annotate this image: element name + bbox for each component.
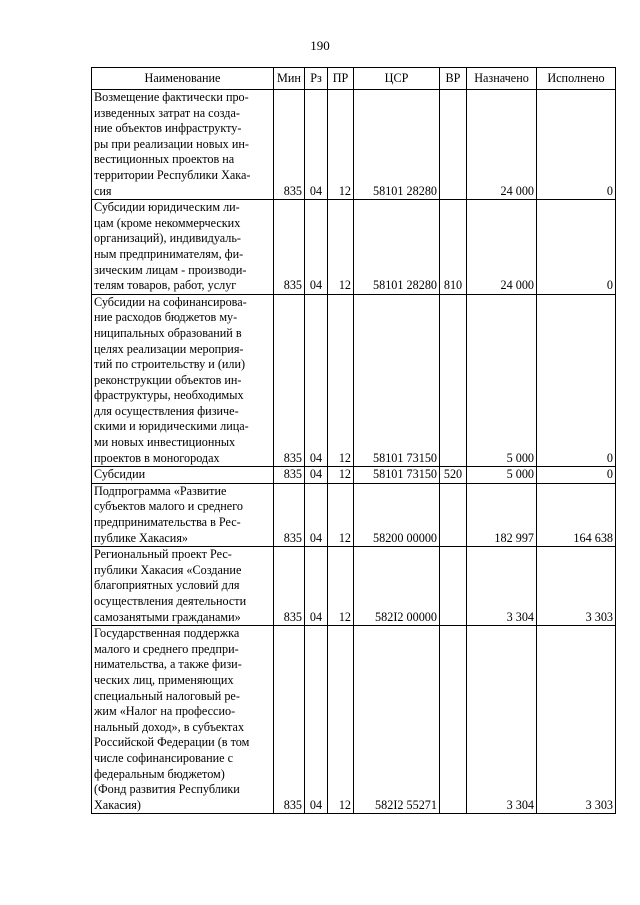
- row-rz: 04: [305, 467, 328, 484]
- row-rz: 04: [305, 200, 328, 295]
- row-name: Возмещение фактически про- изведенных затрат на созда- ние объектов инфраструкту- ры при реализации новых ин- вестиционных проектов на территории Республики Хака- сия: [92, 90, 274, 200]
- row-assigned: 3 304: [467, 626, 537, 814]
- header-rz: Рз: [305, 68, 328, 90]
- header-vr: ВР: [440, 68, 467, 90]
- row-assigned: 182 997: [467, 483, 537, 546]
- header-csr: ЦСР: [354, 68, 440, 90]
- row-assigned: 24 000: [467, 200, 537, 295]
- row-executed: 0: [537, 294, 616, 467]
- row-csr: 58101 28280: [354, 200, 440, 295]
- table-row: [92, 294, 616, 467]
- row-vr: [440, 90, 467, 200]
- table-row: [92, 467, 616, 484]
- table-row: [92, 90, 616, 200]
- row-assigned: 5 000: [467, 467, 537, 484]
- row-name: Региональный проект Рес- публики Хакасия «Создание благоприятных условий для осуществления деятельности самозанятыми гражданами»: [92, 547, 274, 626]
- row-assigned: 5 000: [467, 294, 537, 467]
- row-rz: 04: [305, 90, 328, 200]
- row-assigned: 24 000: [467, 90, 537, 200]
- row-pr: 12: [328, 547, 354, 626]
- table-row: [92, 626, 616, 814]
- row-csr: 582I2 55271: [354, 626, 440, 814]
- row-rz: 04: [305, 626, 328, 814]
- row-vr: [440, 547, 467, 626]
- row-vr: [440, 294, 467, 467]
- row-pr: 12: [328, 626, 354, 814]
- row-executed: 164 638: [537, 483, 616, 546]
- row-executed: 0: [537, 200, 616, 295]
- row-name: Субсидии на софинансирова- ние расходов бюджетов му- ниципальных образований в целях реализации мероприя- тий по строительству и (или) реконструкции объектов ин- фраструктуры, необходимых для осуществления физиче- скими и юридическими лица- ми новых инвестиционных проектов в моногородах: [92, 294, 274, 467]
- row-min: 835: [274, 483, 305, 546]
- row-vr: 520: [440, 467, 467, 484]
- row-min: 835: [274, 90, 305, 200]
- row-vr: [440, 483, 467, 546]
- row-pr: 12: [328, 90, 354, 200]
- row-min: 835: [274, 200, 305, 295]
- row-name: Государственная поддержка малого и среднего предпри- нимательства, а также физи- ческих лиц, применяющих специальный налоговый ре- жим «Налог на профессио- нальный доход», в субъектах Российской Федерации (в том числе софинансирование с федеральным бюджетом) (Фонд развития Республики Хакасия): [92, 626, 274, 814]
- row-rz: 04: [305, 547, 328, 626]
- row-pr: 12: [328, 200, 354, 295]
- row-executed: 3 303: [537, 626, 616, 814]
- header-assigned: Назначено: [467, 68, 537, 90]
- row-executed: 3 303: [537, 547, 616, 626]
- row-csr: 58101 28280: [354, 90, 440, 200]
- budget-table: [91, 67, 616, 814]
- row-pr: 12: [328, 483, 354, 546]
- table-row: [92, 483, 616, 546]
- row-pr: 12: [328, 467, 354, 484]
- row-csr: 582I2 00000: [354, 547, 440, 626]
- row-min: 835: [274, 626, 305, 814]
- row-csr: 58101 73150: [354, 294, 440, 467]
- row-min: 835: [274, 467, 305, 484]
- table-row: [92, 200, 616, 295]
- header-executed: Исполнено: [537, 68, 616, 90]
- row-min: 835: [274, 547, 305, 626]
- header-name: Наименование: [92, 68, 274, 90]
- row-name: Подпрограмма «Развитие субъектов малого и среднего предпринимательства в Рес- публике Хакасия»: [92, 483, 274, 546]
- row-vr: 810: [440, 200, 467, 295]
- row-pr: 12: [328, 294, 354, 467]
- header-min: Мин: [274, 68, 305, 90]
- row-min: 835: [274, 294, 305, 467]
- table-header-row: [92, 68, 616, 90]
- row-rz: 04: [305, 294, 328, 467]
- table-row: [92, 547, 616, 626]
- header-pr: ПР: [328, 68, 354, 90]
- page-number: 190: [310, 38, 330, 53]
- row-name: Субсидии юридическим ли- цам (кроме некоммерческих организаций), индивидуаль- ным предпринимателям, фи- зическим лицам - производи- телям товаров, работ, услуг: [92, 200, 274, 295]
- row-executed: 0: [537, 467, 616, 484]
- row-vr: [440, 626, 467, 814]
- row-rz: 04: [305, 483, 328, 546]
- row-executed: 0: [537, 90, 616, 200]
- row-csr: 58200 00000: [354, 483, 440, 546]
- row-name: Субсидии: [92, 467, 274, 484]
- row-csr: 58101 73150: [354, 467, 440, 484]
- row-assigned: 3 304: [467, 547, 537, 626]
